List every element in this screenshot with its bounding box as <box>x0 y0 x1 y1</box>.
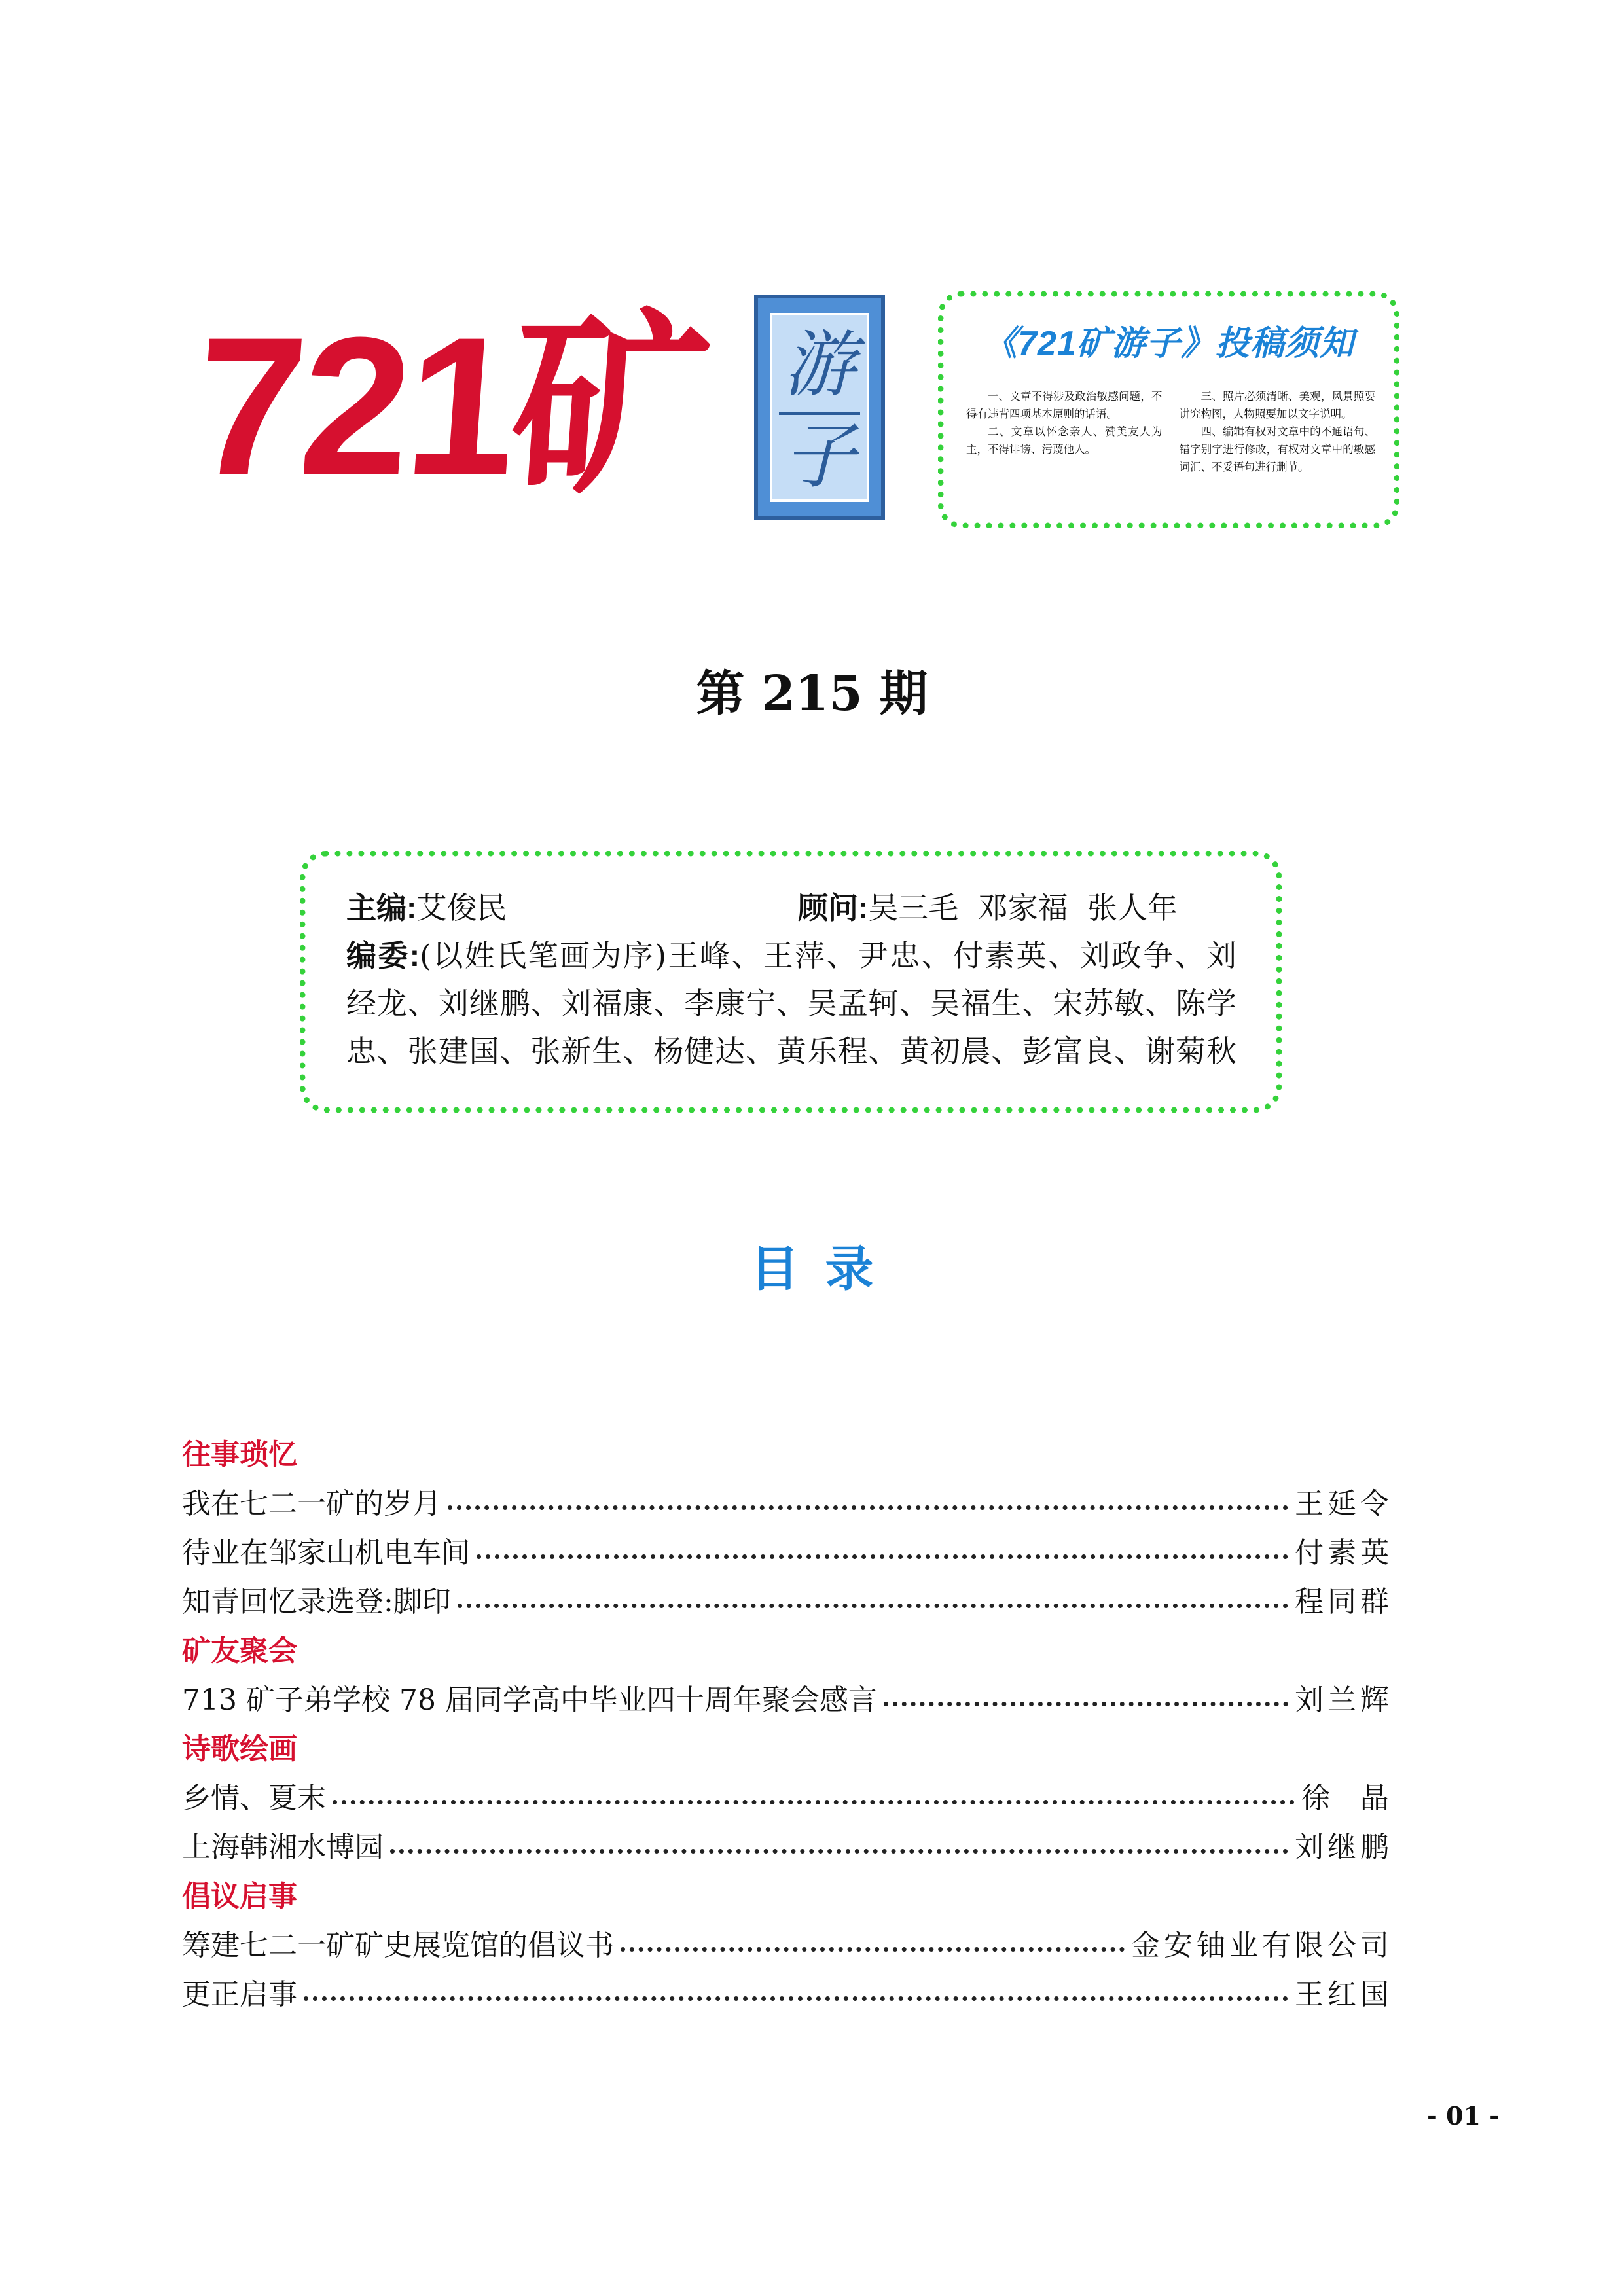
toc-entry-title: 我在七二一矿的岁月 <box>182 1487 441 1520</box>
editorial-board-box <box>300 851 1282 1113</box>
editorial-row-board-3: 忠、张建国、张新生、杨健达、黄乐程、黄初晨、彭富良、谢菊秋 <box>346 1033 1236 1069</box>
toc-leader-dots <box>333 1800 1295 1804</box>
toc-entry-author: 金安铀业有限公司 <box>1131 1929 1393 1962</box>
submission-notice-box <box>938 291 1399 528</box>
toc-entry-author: 付素英 <box>1295 1536 1393 1570</box>
submission-notice-body <box>966 387 1375 512</box>
notice-paragraph: 三、照片必须清晰、美观，风景照要讲究构图，人物照要加以文字说明。 <box>1179 390 1375 420</box>
toc-entry-author: 刘继鹏 <box>1295 1831 1393 1864</box>
chief-editor-name: 艾俊民 <box>416 890 507 925</box>
submission-notice-title: 《721矿游子》投稿须知 <box>983 325 1354 363</box>
toc-title: 目录 <box>750 1242 900 1296</box>
board-label: 编委: <box>346 939 420 973</box>
page-number: - 01 - <box>1427 2101 1500 2130</box>
toc-entry-author: 程同群 <box>1295 1585 1393 1619</box>
toc-category: 往事琐忆 <box>182 1439 297 1471</box>
notice-paragraph: 一、文章不得涉及政治敏感问题，不得有违背四项基本原则的话语。 <box>966 390 1163 420</box>
toc-entry-author: 王红国 <box>1295 1978 1393 2011</box>
toc-entry-title: 上海韩湘水博园 <box>182 1831 384 1864</box>
toc-entry-title: 待业在邹家山机电车间 <box>182 1536 470 1570</box>
toc-leader-dots <box>884 1702 1288 1706</box>
toc-category: 矿友聚会 <box>182 1635 297 1667</box>
editorial-row-board-1 <box>346 934 1236 977</box>
notice-paragraph: 四、编辑有权对文章中的不通语句、错字别字进行修改，有权对文章中的敏感词汇、不妥语句进行删节。 <box>1179 425 1375 473</box>
masthead-title: 721矿 <box>189 296 713 516</box>
toc-entry-title: 乡情、夏末 <box>182 1782 326 1815</box>
toc-category: 倡议启事 <box>182 1880 297 1912</box>
toc-leader-dots <box>448 1505 1288 1510</box>
issue-number: 第 215 期 <box>696 666 928 722</box>
editorial-row-board-2: 经龙、刘继鹏、刘福康、李康宁、吴孟轲、吴福生、宋苏敏、陈学 <box>346 986 1236 1021</box>
toc-entry-title: 筹建七二一矿矿史展览馆的倡议书 <box>182 1929 614 1962</box>
toc-entry[interactable] <box>182 1970 1393 2019</box>
chief-editor-label: 主编: <box>346 891 417 925</box>
toc-entry[interactable] <box>182 1528 1393 1577</box>
advisor-label: 顾问: <box>798 891 869 925</box>
board-names-line-1: (以姓氏笔画为序)王峰、王萍、尹忠、付素英、刘政争、刘 <box>420 938 1236 973</box>
toc-entry-author: 王延令 <box>1295 1487 1393 1520</box>
toc-entry[interactable] <box>182 1676 1393 1725</box>
toc-entry-title: 更正启事 <box>182 1978 297 2011</box>
masthead-logo-inner <box>770 313 869 502</box>
toc-entry-title: 713 矿子弟学校 78 届同学高中毕业四十周年聚会感言 <box>182 1683 877 1717</box>
advisor-group <box>798 886 1178 929</box>
toc-leader-dots <box>458 1604 1288 1608</box>
editorial-row-chief <box>346 886 1236 929</box>
toc-entry[interactable] <box>182 1479 1393 1528</box>
toc-leader-dots <box>621 1947 1125 1952</box>
toc-leader-dots <box>390 1849 1288 1854</box>
toc-leader-dots <box>477 1554 1288 1559</box>
toc-entry-author: 徐 晶 <box>1301 1782 1393 1815</box>
toc-category: 诗歌绘画 <box>182 1733 297 1765</box>
masthead-logo-char-2: 子 <box>784 414 856 498</box>
notice-paragraph: 二、文章以怀念亲人、赞美友人为主，不得诽谤、污蔑他人。 <box>966 425 1163 456</box>
toc-entry[interactable] <box>182 1774 1393 1823</box>
toc-entry-title: 知青回忆录选登:脚印 <box>182 1585 451 1619</box>
toc-entry-author: 刘兰辉 <box>1295 1683 1393 1717</box>
masthead-logo-char-1: 游 <box>784 323 856 406</box>
toc-entry[interactable] <box>182 1577 1393 1626</box>
table-of-contents <box>182 1430 1393 2019</box>
masthead-logo-tile <box>754 295 885 520</box>
advisor-names: 吴三毛 邓家福 张人年 <box>868 890 1178 925</box>
toc-entry[interactable] <box>182 1823 1393 1872</box>
toc-entry[interactable] <box>182 1921 1393 1970</box>
toc-leader-dots <box>304 1996 1288 2001</box>
